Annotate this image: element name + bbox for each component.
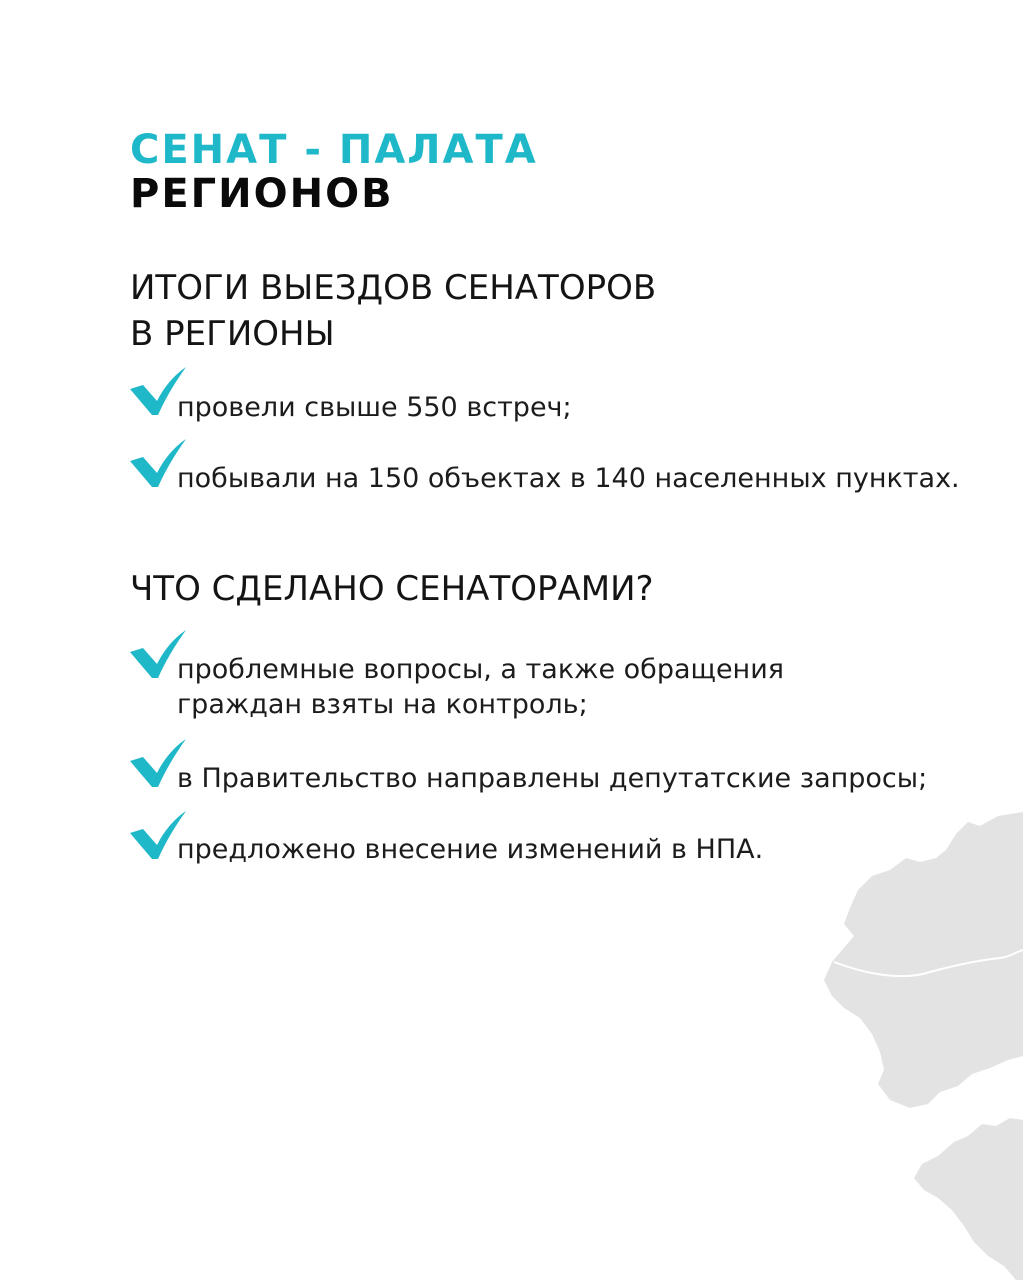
map-silhouette [820,812,1023,1280]
list-item-text: предложено внесение изменений в НПА. [177,834,764,865]
section-heading-line: В РЕГИОНЫ [130,314,335,354]
list-item-text: провели свыше 550 встреч; [177,392,572,423]
list-item-text: побывали на 150 объектах в 140 населенных пунктах. [177,463,960,494]
section-heading-line: ИТОГИ ВЫЕЗДОВ СЕНАТОРОВ [130,268,657,308]
section-heading-done: ЧТО СДЕЛАНО СЕНАТОРАМИ? [130,569,654,609]
title-line-2: РЕГИОНОВ [130,171,394,217]
title-line-1: СЕНАТ - ПАЛАТА [130,127,538,173]
list-item-text: граждан взяты на контроль; [177,689,588,720]
list-item-text: проблемные вопросы, а также обращения [177,654,784,685]
section-heading-results [130,265,656,357]
list-item-text: в Правительство направлены депутатские запросы; [177,763,928,794]
